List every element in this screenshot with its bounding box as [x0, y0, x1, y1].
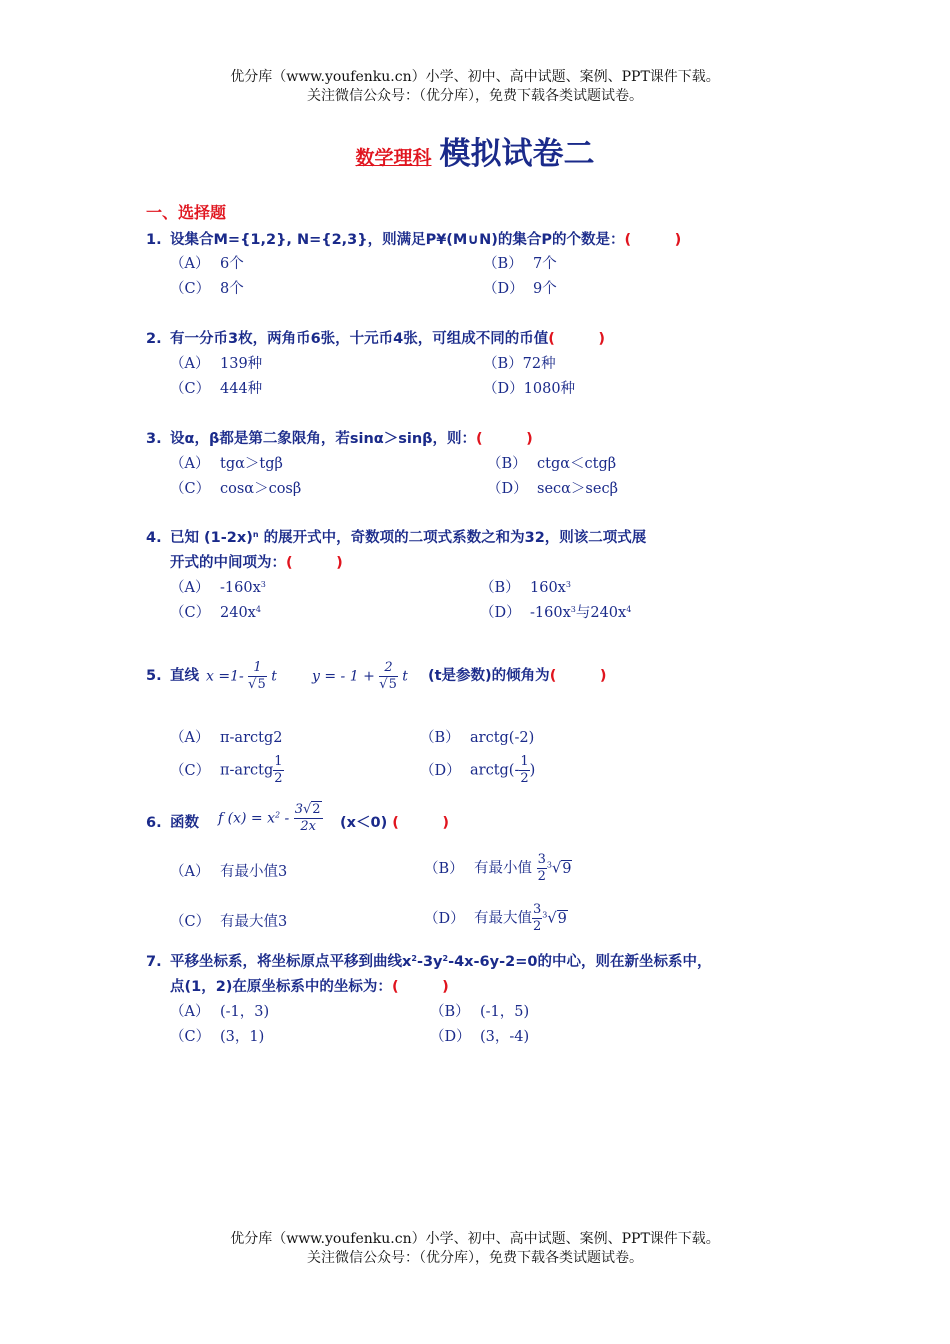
question-1: 1. 设集合M={1,2}, N={2,3}，则满足P¥(M∪N)的集合P的个数是：( ) — [146, 232, 682, 248]
q1-option-a: （A） 6个 — [170, 256, 244, 272]
exam-title: 模拟试卷二 — [439, 136, 595, 172]
question-5-tail: (t是参数)的倾角为( ) — [428, 668, 607, 684]
q5-option-d: （D） arctg(- $\frac{1}{2}$ ) — [420, 754, 536, 786]
q7-option-d: （D） (3，-4) — [430, 1029, 530, 1045]
q2-option-d: （D）1080种 — [483, 381, 576, 397]
section-heading: 一、选择题 — [146, 203, 227, 222]
q3-option-a: （A） tgα＞tgβ — [170, 456, 283, 472]
question-7-cont: 点(1，2)在原坐标系中的坐标为：( ) — [170, 979, 449, 995]
question-4-cont: 开式的中间项为：( ) — [170, 555, 343, 571]
q5-option-a: （A） π-arctg2 — [170, 730, 283, 746]
page-title — [0, 128, 950, 173]
q2-option-c: （C） 444种 — [170, 381, 263, 397]
q2-option-b: （B）72种 — [483, 356, 556, 372]
equation-y: y = - 1 + $\frac{2}{√5}$ t — [312, 660, 408, 692]
q1-option-c: （C） 8个 — [170, 281, 244, 297]
q2-option-a: （A） 139种 — [170, 356, 263, 372]
q4-option-c: （C） $240x^4$ — [170, 605, 261, 621]
equation-x: x =1- $\frac{1}{√5}$ t — [206, 660, 277, 692]
question-3: 3. 设α，β都是第二象限角，若sinα＞sinβ，则：( ) — [146, 431, 533, 447]
question-4: 4. 已知 $(1-2x)^n$ 的展开式中，奇数项的二项式系数之和为32，则该二项式展 — [146, 530, 647, 546]
q1-option-d: （D） 9个 — [483, 281, 557, 297]
equation-f: f $(x) = x^2$ - $\frac{3√2}{2x}$ — [218, 802, 321, 834]
footer-line-1: 优分库（www.youfenku.cn）小学、初中、高中试题、案例、PPT课件下载。 — [230, 1231, 720, 1247]
footer-line-2: 关注微信公众号：（优分库），免费下载各类试题试卷。 — [307, 1250, 643, 1266]
q3-option-d: （D） secα＞secβ — [487, 481, 618, 497]
subject-label: 数学理科 — [355, 147, 432, 169]
q7-option-a: （A） (-1，3) — [170, 1004, 270, 1020]
q6-option-d: （D） 有最大值 $\frac{3}{2}$ $^3$√9 — [424, 902, 567, 934]
q6-option-b: （B） 有最小值 $\frac{3}{2}$ $^3$√9 — [424, 852, 572, 884]
q4-option-a: （A） $-160x^3$ — [170, 580, 266, 596]
question-6: 6. 函数 — [146, 815, 199, 831]
q3-option-b: （B） ctgα＜ctgβ — [487, 456, 617, 472]
q5-option-b: （B） arctg(-2) — [420, 730, 535, 746]
q6-option-c: （C） 有最大值3 — [170, 914, 288, 930]
question-5: 5. 直线 — [146, 668, 199, 684]
q4-option-b: （B） $160x^3$ — [480, 580, 571, 596]
q7-option-c: （C） (3，1) — [170, 1029, 265, 1045]
q1-option-b: （B） 7个 — [483, 256, 557, 272]
question-2: 2. 有一分币3枚，两角币6张，十元币4张，可组成不同的币值( ) — [146, 331, 606, 347]
question-7: 7. 平移坐标系，将坐标原点平移到曲线$x^2-3y^2-4x-6y-2=0$的中心，则在新坐标系中， — [146, 954, 712, 970]
q7-option-b: （B） (-1，5) — [430, 1004, 530, 1020]
header-line-2: 关注微信公众号：（优分库），免费下载各类试题试卷。 — [307, 88, 643, 104]
q6-option-a: （A） 有最小值3 — [170, 864, 288, 880]
header-line-1: 优分库（www.youfenku.cn）小学、初中、高中试题、案例、PPT课件下载。 — [230, 69, 720, 85]
q4-option-d: （D） $-160x^3$与$240x^4$ — [480, 605, 632, 621]
q5-option-c: （C） π-arctg $\frac{1}{2}$ — [170, 754, 283, 786]
question-6-tail: (x＜0) ( ) — [340, 815, 450, 831]
q3-option-c: （C） cosα＞cosβ — [170, 481, 302, 497]
